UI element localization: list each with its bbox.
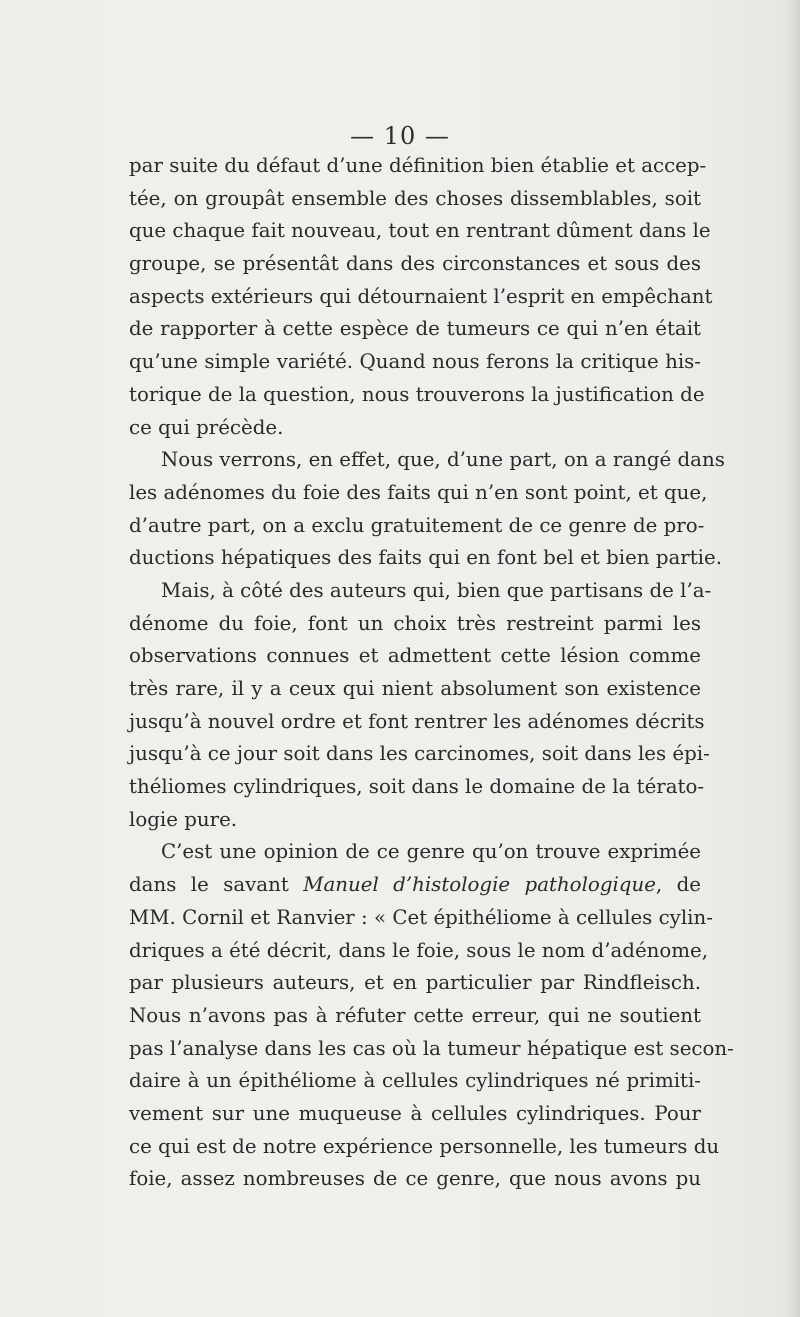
text-line-with-title [129,869,701,902]
text-line: aspects extérieurs qui détournaient l’esprit en empêchant [129,284,713,308]
text-line: daire à un épithéliome à cellules cylindriques né primiti- [129,1069,701,1093]
text-line: vement sur une muqueuse à cellules cylindriques. Pour [129,1101,701,1125]
text-line: groupe, se présentât dans des circonstances et sous des [129,252,701,276]
text-line: que chaque fait nouveau, tout en rentrant dûment dans le [129,219,711,243]
text-line: les adénomes du foie des faits qui n’en sont point, et que, [129,480,708,504]
page-edge-shadow [786,0,800,1317]
text-line: Mais, à côté des auteurs qui, bien que partisans de l’a- [161,578,712,602]
body-text [129,150,734,1196]
text-line: foie, assez nombreuses de ce genre, que nous avons pu [129,1167,701,1191]
text-line: ce qui précède. [129,415,284,439]
text-line: d’autre part, on a exclu gratuitement de ce genre de pro- [129,513,705,537]
text-line: jusqu’à ce jour soit dans les carcinomes, soit dans les épi- [129,742,710,766]
text-line: de rapporter à cette espèce de tumeurs ce qui n’en était [129,317,701,341]
text-line: par plusieurs auteurs, et en particulier par Rindfleisch. [129,971,701,995]
text-line: torique de la question, nous trouverons la justification de [129,382,705,406]
text-line: observations connues et admettent cette lésion comme [129,644,701,668]
text-line: dénome du foie, font un choix très restreint parmi les [129,611,701,635]
text-line: ductions hépatiques des faits qui en font bel et bien partie. [129,546,723,570]
paragraph [129,444,725,575]
page-number: — 10 — [350,122,450,150]
text-line: Nous verrons, en effet, que, d’une part, on a rangé dans [161,448,725,472]
text-line: qu’une simple variété. Quand nous ferons la critique his- [129,350,701,374]
text-line: driques a été décrit, dans le foie, sous le nom d’adénome, [129,938,709,962]
text-line: MM. Cornil et Ranvier : « Cet épithéliome à cellules cylin- [129,905,713,929]
text-fragment: , de [655,873,701,897]
text-line: par suite du défaut d’une définition bien établie et accep- [129,154,707,177]
text-line: jusqu’à nouvel ordre et font rentrer les adénomes décrits [129,709,705,733]
text-fragment: dans le savant [129,873,304,897]
book-title: Manuel d’histologie pathologique [303,873,656,897]
text-line: logie pure. [129,807,238,831]
text-line: ce qui est de notre expérience personnelle, les tumeurs du [129,1134,720,1158]
text-line: pas l’analyse dans les cas où la tumeur hépatique est secon- [129,1036,734,1060]
text-line: Nous n’avons pas à réfuter cette erreur, qui ne soutient [129,1003,701,1027]
text-line: tée, on groupât ensemble des choses dissemblables, soit [129,186,701,210]
text-line: théliomes cylindriques, soit dans le domaine de la térato- [129,775,705,799]
text-line: très rare, il y a ceux qui nient absolument son existence [129,677,701,700]
paragraph [129,575,712,837]
paragraph [129,150,713,444]
paragraph [129,836,734,1196]
text-line: C’est une opinion de ce genre qu’on trouve exprimée [161,840,701,864]
